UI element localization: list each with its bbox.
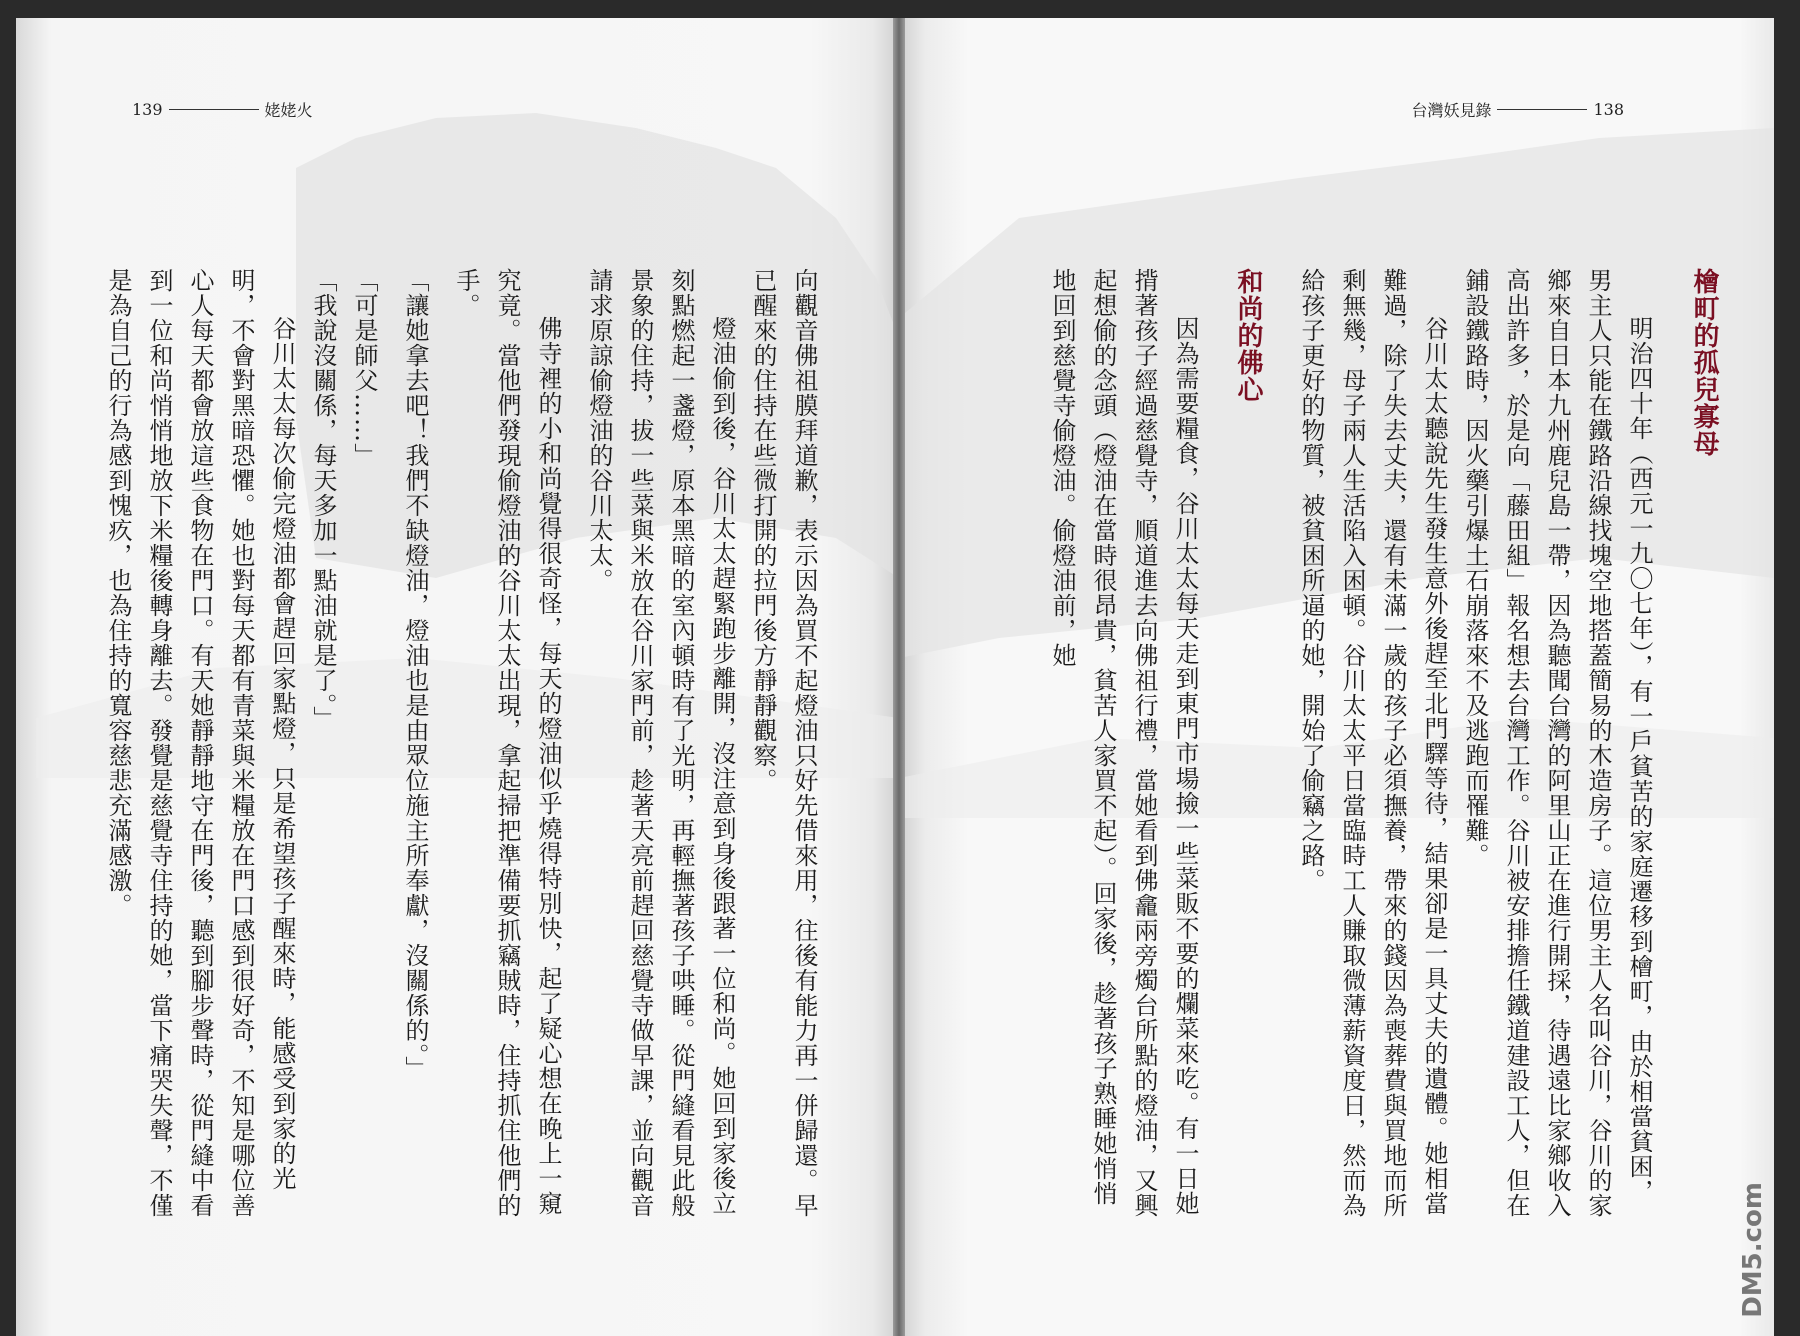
paragraph: 佛寺裡的小和尚覺得很奇怪，每天的燈油似乎燒得特別快，起了疑心想在晚上一窺究竟。當他們發現偷燈油的谷川太太出現，拿起掃把準備要抓竊賊時，住持抓住他們的手。 [452,268,562,1218]
header-rule [1497,109,1587,110]
left-page-body [104,268,824,1228]
right-page-header [1411,98,1624,121]
right-page-number: 138 [1593,100,1624,119]
book-gutter [893,18,905,1336]
left-page-number: 139 [132,100,163,119]
paragraph: 谷川太太聽說先生發生意外後趕至北門驛等待，結果卻是一具丈夫的遺體。她相當難過，除了失去丈夫，還有未滿一歲的孩子必須撫養，帶來的錢因為喪葬費與買地而所剩無幾，母子兩人生活陷入困頓。谷川太太平日當臨時工人賺取微薄薪資度日，然而為給孩子更好的物質，被貧困所逼的她，開始了偷竊之路。 [1297,268,1448,1218]
right-page-body [964,268,1724,1228]
left-page [16,18,899,1336]
site-watermark: DM5.com [1738,1182,1768,1318]
paragraph: 因為需要糧食，谷川太太每天走到東門市場撿一些菜販不要的爛菜來吃。有一日她揹著孩子經過慈覺寺，順道進去向佛祖行禮，當她看到佛龕兩旁燭台所點的燈油，又興起想偷的念頭（燈油在當時很昂貴，貧苦人家買不起）。回家後，趁著孩子熟睡她悄悄地回到慈覺寺偷燈油。偷燈油前，她 [1048,268,1199,1218]
left-running-title: 姥姥火 [264,101,313,120]
dialogue-line: 「讓她拿去吧！我們不缺燈油，燈油也是由眾位施主所奉獻，沒關係的。」 [401,268,429,1081]
paragraph: 谷川太太每次偷完燈油都會趕回家點燈，只是希望孩子醒來時，能感受到家的光明，不會對黑暗恐懼。她也對每天都有青菜與米糧放在門口感到很好奇，不知是哪位善心人每天都會放這些食物在門口。有天她靜靜地守在門後，聽到腳步聲時，從門縫中看到一位和尚悄悄地放下米糧後轉身離去。發覺是慈覺寺住持的她，當下痛哭失聲，不僅是為自己的行為感到愧疚，也為住持的寬容慈悲充滿感激。 [104,268,296,1218]
section-heading: 和尚的佛心 [1233,268,1263,403]
paragraph: 明治四十年（西元一九〇七年），有一戶貧苦的家庭遷移到檜町，由於相當貧困，男主人只能在鐵路沿線找塊空地搭蓋簡易的木造房子。這位男主人名叫谷川，谷川的家鄉來自日本九州鹿兒島一帶，因為聽聞台灣的阿里山正在進行開採，待遇遠比家鄉收入高出許多，於是向「藤田組」報名想去台灣工作。谷川被安排擔任鐵道建設工人，但在鋪設鐵路時，因火藥引爆土石崩落來不及逃跑而罹難。 [1461,268,1653,1218]
section-heading: 檜町的孤兒寡母 [1689,268,1719,457]
dialogue-line: 「可是師父……」 [350,268,378,468]
paragraph: 燈油偷到後，谷川太太趕緊跑步離開，沒注意到身後跟著一位和尚。她回到家後立刻點燃起一盞燈，原本黑暗的室內頓時有了光明，再輕撫著孩子哄睡。從門縫看見此般景象的住持，拔一些菜與米放在谷川家門前，趁著天亮前趕回慈覺寺做早課，並向觀音請求原諒偷燈油的谷川太太。 [585,268,736,1218]
paragraph: 向觀音佛祖膜拜道歉，表示因為買不起燈油只好先借來用，往後有能力再一併歸還。早已醒來的住持在些微打開的拉門後方靜靜觀察。 [749,268,818,1218]
right-running-title: 台灣妖見錄 [1411,101,1492,120]
header-rule [169,109,259,110]
left-page-header [132,98,313,121]
dialogue-line: 「我說沒關係，每天多加一點油就是了。」 [309,268,337,731]
right-page [899,18,1774,1336]
